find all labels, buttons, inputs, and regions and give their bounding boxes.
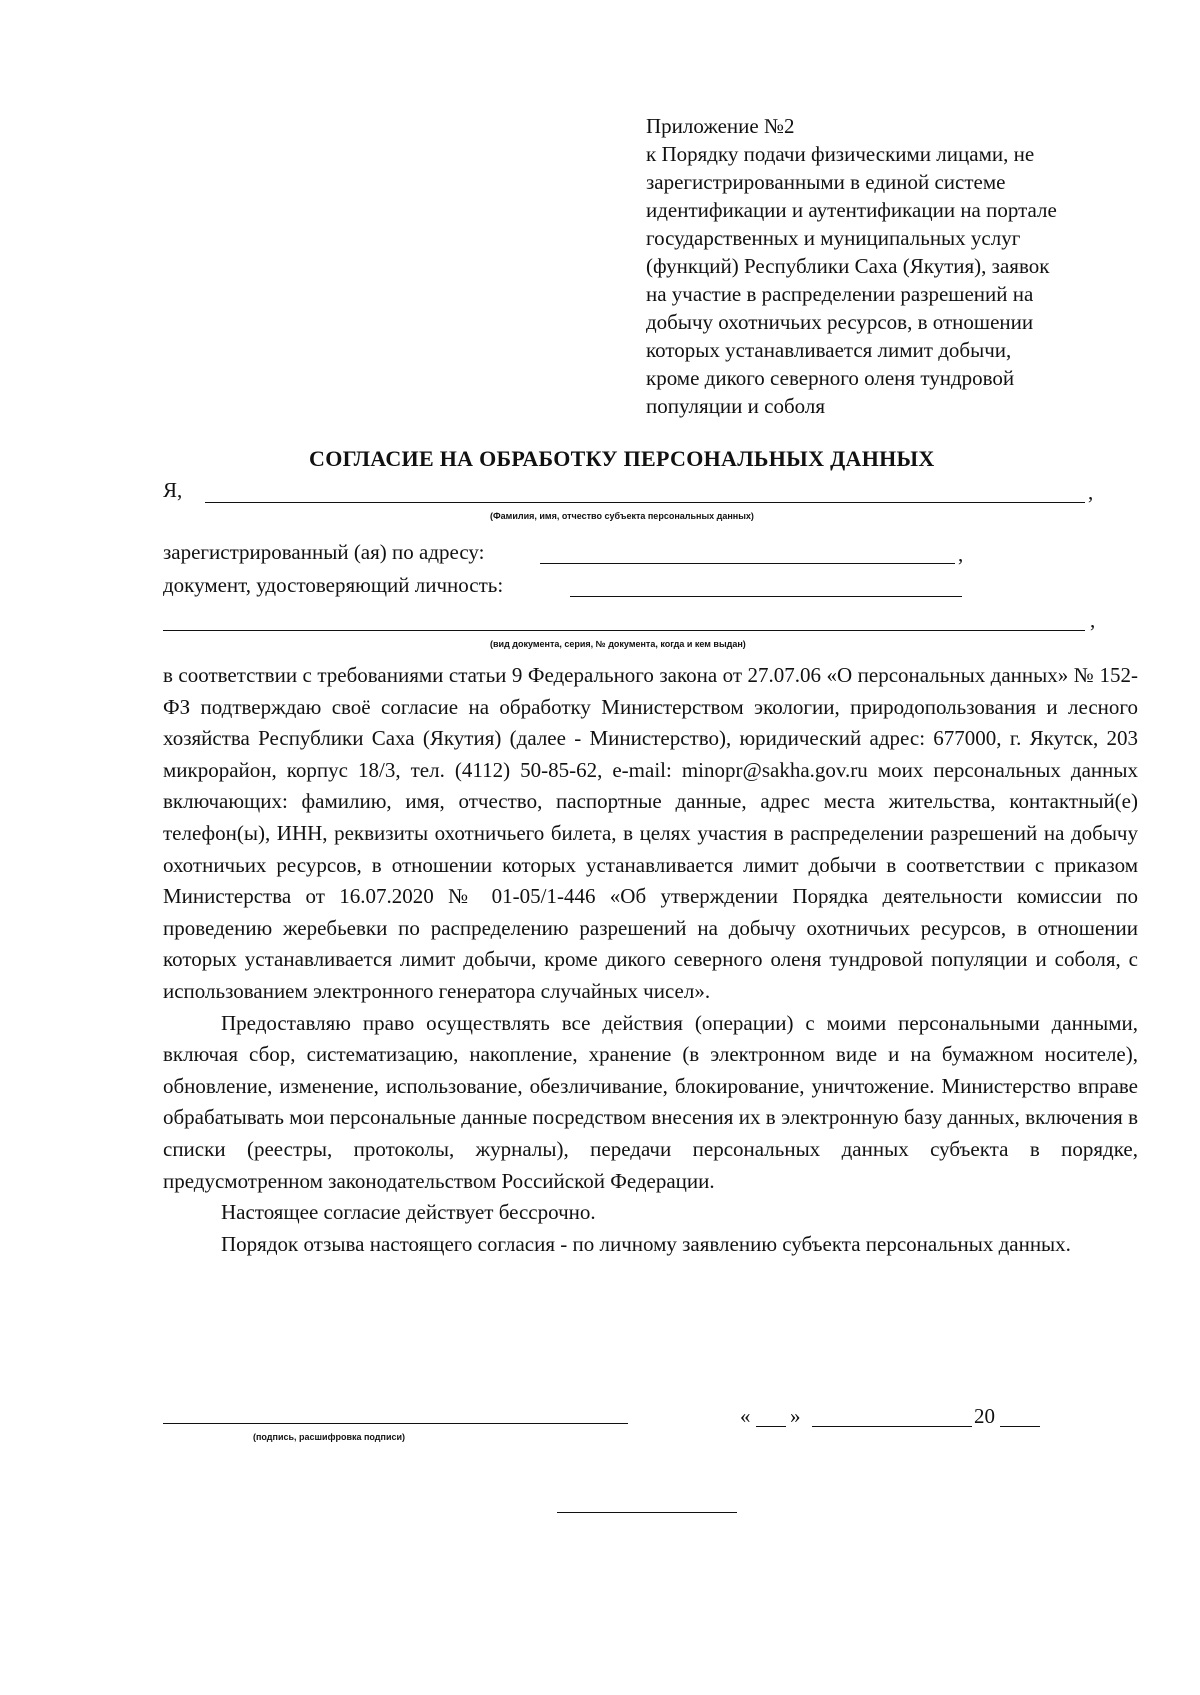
document-caption: (вид документа, серия, № документа, когда и кем выдан) <box>490 639 746 649</box>
document-field-line[interactable] <box>570 596 962 597</box>
date-close-quote: » <box>790 1404 801 1428</box>
consent-paragraph-4: Порядок отзыва настоящего согласия - по личному заявлению субъекта персональных данных. <box>221 1231 1071 1256</box>
name-label: Я, <box>163 478 183 502</box>
document-label: документ, удостоверяющий личность: <box>163 573 504 597</box>
appendix-line: которых устанавливается лимит добычи, <box>646 338 1012 362</box>
name-field-line[interactable] <box>205 502 1085 503</box>
appendix-line: популяции и соболя <box>646 394 826 418</box>
signature-caption: (подпись, расшифровка подписи) <box>253 1432 406 1442</box>
date-month-line[interactable] <box>812 1426 972 1427</box>
consent-paragraph-2: Предоставляю право осуществлять все действия (операции) с моими персональными данными, включая сбор, систематизацию, накопление, хранение (в электронном виде и на бумажном носителе), обновление, изменение, использование, обезличивание, блокирование, уничтожение. Министерство вправе обрабатывать мои персональные данные посредством внесения их в электронную базу данных, включения в списки (реестры, протоколы, журналы), передачи персональных данных субъекта в порядке, предусмотренном законодательством Российской Федерации. <box>163 1010 1138 1193</box>
appendix-line: на участие в распределении разрешений на <box>646 282 1034 306</box>
appendix-line: Приложение №2 <box>646 114 795 138</box>
address-label: зарегистрированный (ая) по адресу: <box>163 540 485 564</box>
date-year-prefix: 20 <box>974 1404 995 1428</box>
appendix-line: государственных и муниципальных услуг <box>646 226 1021 250</box>
signature-field-line[interactable] <box>163 1423 628 1424</box>
name-caption: (Фамилия, имя, отчество субъекта персональных данных) <box>490 511 754 521</box>
closing-separator <box>557 1512 737 1513</box>
appendix-line: кроме дикого северного оленя тундровой <box>646 366 1015 390</box>
appendix-line: зарегистрированными в единой системе <box>646 170 1006 194</box>
name-comma: , <box>1088 480 1094 504</box>
appendix-header <box>646 112 1116 420</box>
consent-paragraph-3: Настоящее согласие действует бессрочно. <box>221 1200 596 1225</box>
appendix-line: идентификации и аутентификации на портале <box>646 198 1057 222</box>
date-open-quote: « <box>740 1404 751 1428</box>
date-year-line[interactable] <box>1000 1426 1040 1427</box>
address-field-line[interactable] <box>540 563 955 564</box>
document-field-line-2[interactable] <box>163 630 1085 631</box>
date-day-line[interactable] <box>756 1426 786 1427</box>
consent-paragraph-1: в соответствии с требованиями статьи 9 Федерального закона от 27.07.06 «О персональных данных» № 152-ФЗ подтверждаю своё согласие на обработку Министерством экологии, природопользования и лесного хозяйства Республики Саха (Якутия) (далее - Министерство), юридический адрес: 677000, г. Якутск, 203 микрорайон, корпус 18/3, тел. (4112) 50-85-62, e-mail: minopr@sakha.gov.ru моих персональных данных включающих: фамилию, имя, отчество, паспортные данные, адрес места жительства, контактный(е) телефон(ы), ИНН, реквизиты охотничьего билета, в целях участия в распределении разрешений на добычу охотничьих ресурсов, в отношении которых устанавливается лимит добычи в соответствии с приказом Министерства от 16.07.2020 № 01-05/1-446 «Об утверждении Порядка деятельности комиссии по проведению жеребьевки по распределению разрешений на добычу охотничьих ресурсов, в отношении которых устанавливается лимит добычи, кроме дикого северного оленя тундровой популяции и соболя, с использованием электронного генератора случайных чисел». <box>163 663 1138 1003</box>
appendix-line: (функций) Республики Саха (Якутия), заявок <box>646 254 1050 278</box>
appendix-line: к Порядку подачи физическими лицами, не <box>646 142 1035 166</box>
address-comma: , <box>958 542 964 566</box>
appendix-line: добычу охотничьих ресурсов, в отношении <box>646 310 1034 334</box>
consent-body <box>163 660 1138 1260</box>
document-title: СОГЛАСИЕ НА ОБРАБОТКУ ПЕРСОНАЛЬНЫХ ДАННЫХ <box>309 446 935 471</box>
document-comma: , <box>1090 608 1096 632</box>
